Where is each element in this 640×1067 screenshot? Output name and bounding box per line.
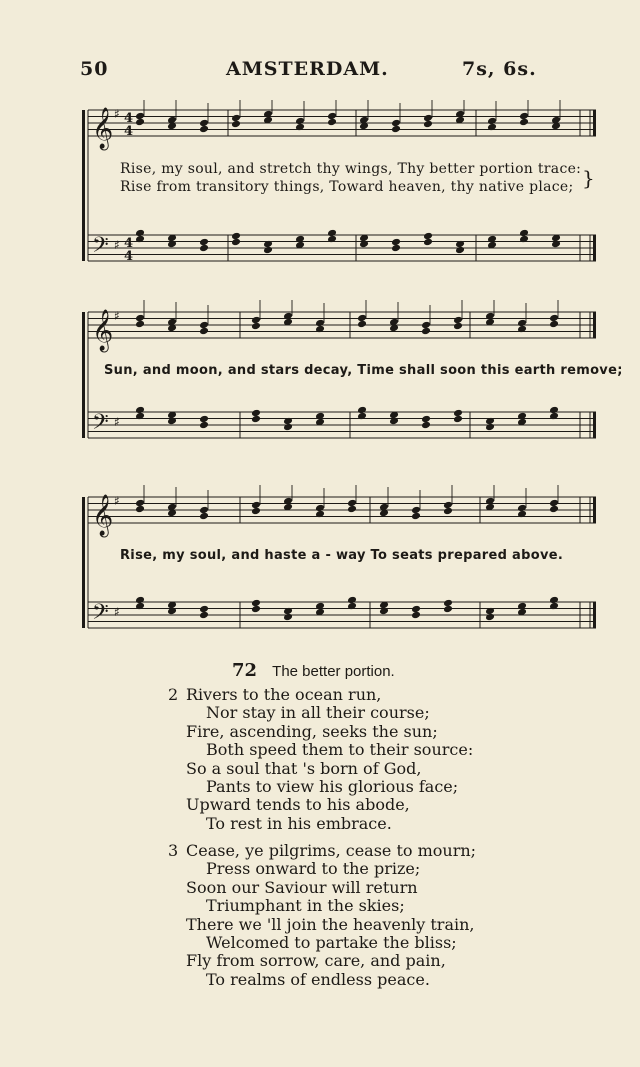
note-head [135, 320, 145, 329]
note-head [517, 602, 527, 611]
verse-number: 3 [168, 841, 179, 860]
note-head [231, 232, 241, 241]
page-header [80, 58, 600, 82]
time-signature: 4 [124, 249, 134, 264]
music-staves [80, 485, 600, 645]
note-head [295, 123, 305, 132]
tune-title: AMSTERDAM. [226, 58, 389, 80]
verse-line: Welcomed to partake the bliss; [206, 932, 457, 952]
note-head [519, 118, 529, 127]
verse-line: Nor stay in all their course; [206, 703, 430, 723]
treble-clef-icon: 𝄞 [92, 310, 114, 351]
note-head [421, 327, 431, 336]
verse-2 [168, 686, 608, 833]
note-head [517, 412, 527, 421]
note-head [199, 415, 209, 424]
sharp-icon: ♯ [114, 494, 120, 508]
treble-clef-icon: 𝄞 [92, 108, 114, 149]
sharp-icon: ♯ [114, 605, 120, 619]
time-signature: 4 [124, 111, 134, 126]
note-head [443, 507, 453, 516]
note-head [443, 599, 453, 608]
note-head [423, 120, 433, 129]
sharp-icon: ♯ [114, 107, 120, 121]
note-head [199, 605, 209, 614]
verse-line: Press onward to the prize; [206, 859, 421, 879]
note-head [487, 235, 497, 244]
treble-clef-icon: 𝄞 [92, 495, 114, 536]
note-head [327, 118, 337, 127]
music-system-3 [80, 485, 600, 645]
note-head [357, 406, 367, 415]
note-head [263, 240, 273, 249]
lyric-line-2: Rise from transitory things, Toward heaven, thy native place; [120, 179, 574, 195]
note-head [517, 510, 527, 519]
note-head [295, 235, 305, 244]
verse-line: There we 'll join the heavenly train, [186, 914, 475, 934]
note-head [199, 512, 209, 521]
note-head [453, 409, 463, 418]
lyric-brace: } [582, 166, 595, 190]
system-bracket [82, 312, 85, 438]
final-barline [593, 312, 596, 338]
note-head [135, 505, 145, 514]
note-head [411, 605, 421, 614]
hymn-subtitle: The better portion. [272, 663, 395, 680]
sharp-icon: ♯ [114, 309, 120, 323]
note-head [251, 507, 261, 516]
note-head [455, 240, 465, 249]
note-head [315, 602, 325, 611]
system-bracket [82, 497, 85, 628]
note-head [315, 510, 325, 519]
note-head [327, 229, 337, 238]
verse-line: Cease, ye pilgrims, cease to mourn; [186, 841, 477, 860]
hymn-number: 72 [232, 660, 258, 681]
note-head [391, 125, 401, 134]
tune-meter: 7s, 6s. [462, 58, 537, 80]
verse-line: To realms of endless peace. [206, 969, 430, 989]
note-head [135, 118, 145, 127]
note-head [283, 607, 293, 616]
note-head [549, 505, 559, 514]
note-head [199, 238, 209, 247]
final-barline [593, 497, 596, 523]
system-bracket [82, 110, 85, 261]
sharp-icon: ♯ [114, 238, 120, 252]
note-head [549, 320, 559, 329]
note-head [485, 417, 495, 426]
note-head [199, 327, 209, 336]
lyric-line-4: Rise, my soul, and haste a - way To seats prepared above. [120, 548, 564, 563]
note-head [453, 322, 463, 331]
verse-line: So a soul that 's born of God, [186, 758, 422, 778]
bass-clef-icon: 𝄢 [92, 233, 109, 263]
verse-line: Both speed them to their source: [206, 740, 474, 760]
note-head [251, 599, 261, 608]
note-head [315, 412, 325, 421]
verse-line: Upward tends to his abode, [186, 795, 410, 815]
note-head [519, 229, 529, 238]
note-head [199, 125, 209, 134]
verse-line: Soon our Saviour will return [186, 877, 418, 897]
verse-line: Fly from sorrow, care, and pain, [186, 951, 446, 971]
bass-clef-icon: 𝄢 [92, 600, 109, 630]
music-system-1 [80, 100, 600, 270]
verse-line: Triumphant in the skies; [206, 896, 405, 916]
note-head [549, 406, 559, 415]
note-head [347, 596, 357, 605]
note-head [251, 409, 261, 418]
final-barline [593, 412, 596, 438]
lyric-line-1: Rise, my soul, and stretch thy wings, Thy better portion trace: [120, 161, 582, 177]
note-head [485, 607, 495, 616]
note-head [135, 406, 145, 415]
verse-number: 2 [168, 685, 179, 704]
note-head [357, 320, 367, 329]
verse-line: Fire, ascending, seeks the sun; [186, 721, 438, 741]
final-barline [593, 235, 596, 261]
verse-3 [168, 842, 608, 989]
note-head [251, 322, 261, 331]
note-head [421, 415, 431, 424]
lyric-line-3: Sun, and moon, and stars decay, Time shall soon this earth remove; [104, 363, 623, 378]
final-barline [593, 602, 596, 628]
note-head [517, 325, 527, 334]
hymn-heading [232, 660, 532, 684]
note-head [315, 325, 325, 334]
bass-clef-icon: 𝄢 [92, 410, 109, 440]
time-signature: 4 [124, 124, 134, 139]
verse-line: Pants to view his glorious face; [206, 776, 459, 796]
music-system-2 [80, 300, 623, 450]
note-head [231, 120, 241, 129]
note-head [391, 238, 401, 247]
sharp-icon: ♯ [114, 415, 120, 429]
note-head [423, 232, 433, 241]
verse-line: Rivers to the ocean run, [186, 685, 382, 704]
note-head [487, 123, 497, 132]
note-head [411, 512, 421, 521]
verse-line: To rest in his embrace. [206, 813, 392, 833]
time-signature: 4 [124, 236, 134, 251]
note-head [135, 229, 145, 238]
page-number: 50 [80, 58, 109, 80]
note-head [549, 596, 559, 605]
note-head [283, 417, 293, 426]
note-head [135, 596, 145, 605]
final-barline [593, 110, 596, 136]
note-head [347, 505, 357, 514]
